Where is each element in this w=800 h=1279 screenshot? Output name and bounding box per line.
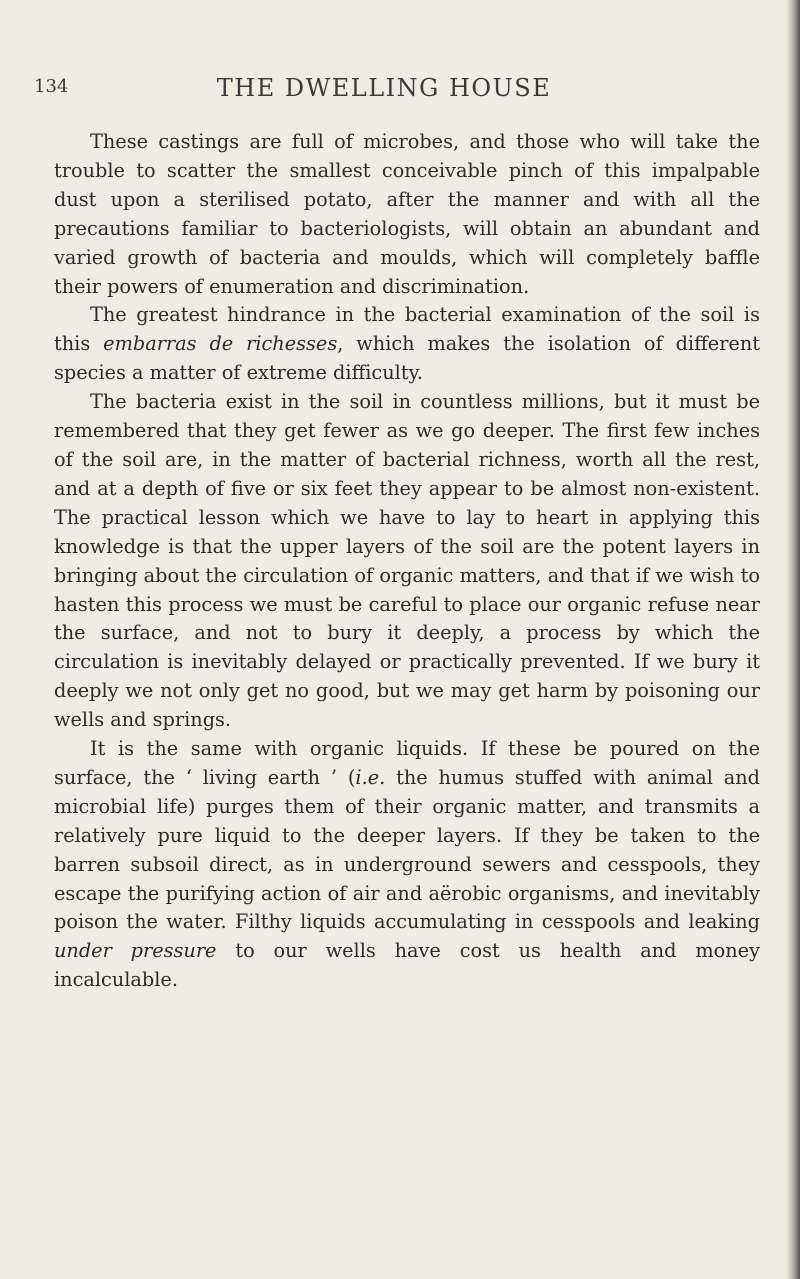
paragraph-castings: These castings are full of microbes, and those who will take the trouble to scatter the smallest conceivable pinch of this impalpable dust upon a sterilised potato, after the manner and with all the precautions familiar to bacteriologists, will obtain an abundant and varied growth of bacteria and moulds, which will completely baffle their powers of enumeration and discrimination.	[54, 130, 760, 298]
page-header	[34, 74, 734, 110]
body-text	[54, 128, 760, 995]
paragraph-text: It is the same with organic liquids. If these be poured on the surface, the ‘ living earth ’ (	[54, 737, 760, 789]
italic-phrase: embarras de richesses	[103, 332, 338, 356]
paragraph-text: the humus stuffed with animal and microbial life) purges them of their organic matter, and transmits a relatively pure liquid to the deeper layers. If they be taken to the barren subsoil direct, as in underground sewers and cesspools, they escape the purifying action of air and aërobic organisms, and inevitably poison the water. Filthy liquids accumulating in cesspools and leaking	[54, 765, 760, 934]
italic-phrase: under pressure	[54, 939, 217, 963]
paragraph-text: , which makes the isolation of different species a matter of extreme difficulty.	[54, 332, 760, 385]
page-number: 134	[34, 76, 69, 97]
page-edge-shadow	[786, 0, 800, 1279]
italic-phrase: i.e.	[355, 765, 386, 789]
paragraph-hindrance	[54, 301, 760, 388]
paragraph-organic-liquids	[54, 735, 760, 995]
paragraph-bacteria-depth: The bacteria exist in the soil in countless millions, but it must be remembered that they get fewer as we go deeper. The first few inches of the soil are, in the matter of bacterial richness, worth all the rest, and at a depth of five or six feet they appear to be almost non-existent. The practical lesson which we have to lay to heart in applying this knowledge is that the upper layers of the soil are the potent layers in bringing about the circulation of organic matters, and that if we wish to hasten this process we must be careful to place our organic refuse near the surface, and not to bury it deeply, a process by which the circulation is inevitably delayed or practically prevented. If we bury it deeply we not only get no good, but we may get harm by poisoning our wells and springs.	[54, 390, 760, 732]
running-head: THE DWELLING HOUSE	[216, 74, 552, 102]
paragraph-text: The greatest hindrance in the bacterial examination of the soil is this	[54, 303, 760, 356]
paragraph-text: to our wells have cost us health and money incalculable.	[54, 939, 760, 992]
